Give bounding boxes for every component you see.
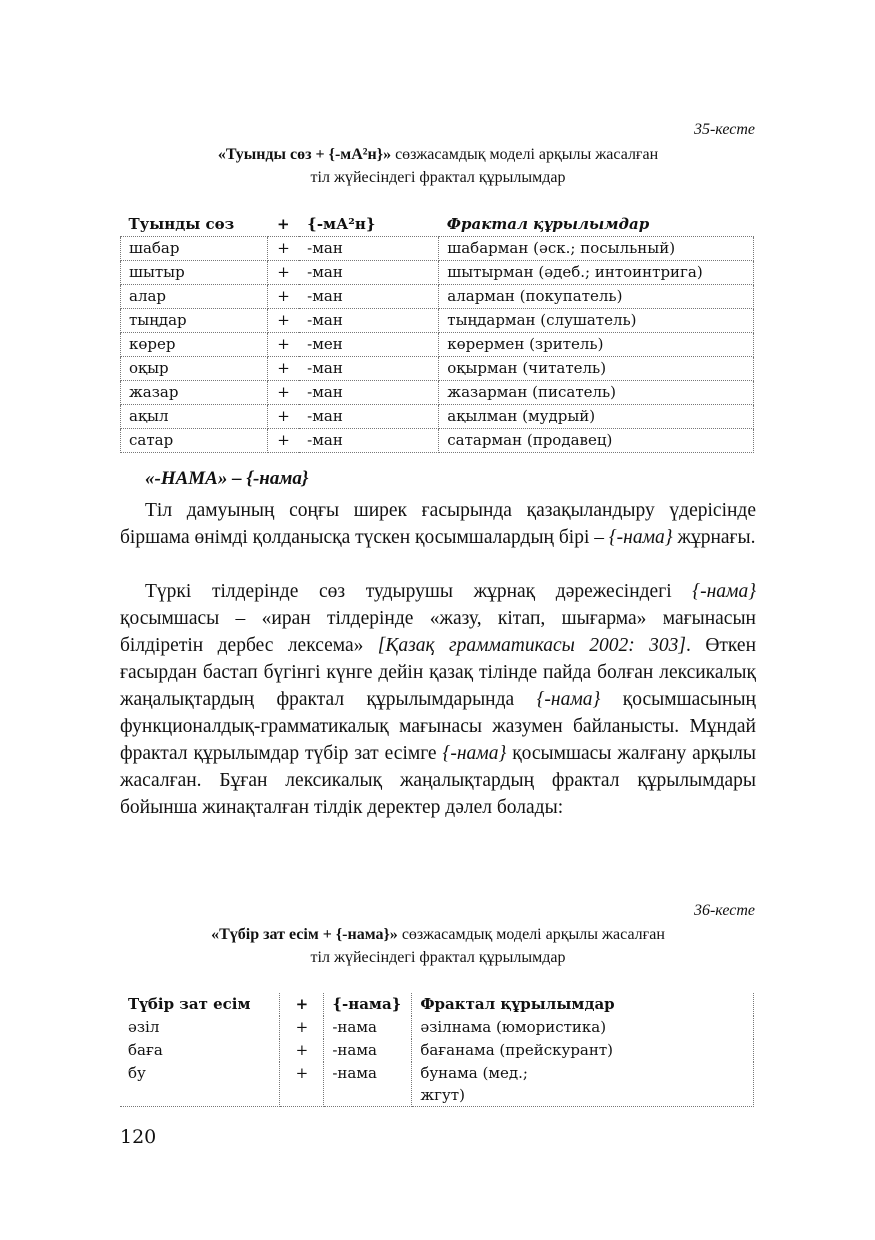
table-cell-word: оқыр [121, 357, 268, 381]
table-cell-suffix: -ман [299, 237, 439, 261]
table-cell-suffix: -ман [299, 381, 439, 405]
suffix-term: {-нама} [536, 689, 601, 710]
table-cell-plus: + [267, 357, 299, 381]
table-row [121, 237, 754, 261]
table-cell-fractal: оқырман (читатель) [439, 357, 754, 381]
citation: [Қазақ грамматикасы 2002: 303] [377, 635, 687, 656]
table-cell-suffix: -ман [299, 309, 439, 333]
table-cell-plus: + [267, 333, 299, 357]
table-row [121, 357, 754, 381]
table35-header-plus: + [267, 213, 299, 237]
table35-header-suffix: {-мА²н} [299, 213, 439, 237]
table-cell-suffix: -нама [324, 1016, 412, 1039]
table-cell-fractal: бағанама (прейскурант) [412, 1039, 754, 1062]
table35 [120, 213, 754, 453]
paragraph-1-text: Тіл дамуының соңғы ширек ғасырында қазақыландыру үдерісінде біршама өнімді қолданысқа түскен қосымшалардың бірі – [120, 500, 756, 548]
table35-title-line2: тіл жүйесіндегі фрактал құрылымдар [310, 169, 566, 186]
table36-title [120, 923, 756, 969]
suffix-term: {-нама} [442, 743, 507, 764]
table-row [121, 405, 754, 429]
paragraph-1 [120, 497, 756, 551]
table36-title-bold: «Түбір зат есім + {-нама}» [211, 926, 398, 943]
table-cell-fractal: шабарман (әск.; посыльный) [439, 237, 754, 261]
table-cell-suffix: -мен [299, 333, 439, 357]
table36-header-fractal: Фрактал құрылымдар [412, 993, 754, 1016]
table36 [120, 993, 754, 1107]
table-cell-plus: + [267, 261, 299, 285]
table-cell-word: шытыр [121, 261, 268, 285]
table-cell-word: әзіл [120, 1016, 280, 1039]
table36-header-word: Түбір зат есім [120, 993, 280, 1016]
suffix-term: {-нама} [608, 527, 673, 548]
table-cell-fractal: ақылман (мудрый) [439, 405, 754, 429]
table-cell-plus: + [267, 429, 299, 453]
paragraph-2-text: Түркі тілдерінде сөз тудырушы жұрнақ дәрежесіндегі [145, 581, 693, 602]
table-cell-plus: + [280, 1062, 324, 1107]
table-cell-suffix: -нама [324, 1062, 412, 1107]
page-number: 120 [120, 1126, 157, 1148]
table35-title-rest: сөзжасамдық моделі арқылы жасалған [391, 146, 659, 163]
table35-title [120, 143, 756, 189]
paragraph-2-text: қосымшасы жалғану арқылы жасалған. Бұған лексикалық жаңалықтардың фрактал құрылымдары бойынша жинақталған тілдік деректер дәлел болады: [120, 743, 756, 818]
table-cell-plus: + [267, 405, 299, 429]
paragraph-2-text: қосымшасы – «иран тілдерінде «жазу, кітап, шығарма» мағынасын білдіретін дербес лексема» [120, 608, 756, 656]
table-cell-suffix: -ман [299, 429, 439, 453]
table36-header-plus: + [280, 993, 324, 1016]
table-row [120, 1016, 754, 1039]
table-cell-fractal: аларман (покупатель) [439, 285, 754, 309]
table-cell-plus: + [267, 381, 299, 405]
table-cell-suffix: -ман [299, 357, 439, 381]
table35-number: 35-кесте [693, 121, 755, 138]
table-cell-word: тыңдар [121, 309, 268, 333]
table-cell-fractal [412, 1062, 754, 1107]
section-heading: «-НАМА» – {-нама} [145, 468, 309, 489]
table-cell-word: шабар [121, 237, 268, 261]
table-cell-word: алар [121, 285, 268, 309]
table-cell-fractal: жазарман (писатель) [439, 381, 754, 405]
table-row [121, 309, 754, 333]
table-row [121, 285, 754, 309]
table-cell-plus: + [280, 1039, 324, 1062]
table-cell-fractal: сатарман (продавец) [439, 429, 754, 453]
table-row [120, 1062, 754, 1107]
table36-title-line2: тіл жүйесіндегі фрактал құрылымдар [310, 949, 566, 966]
table-cell-plus: + [267, 237, 299, 261]
table-cell-suffix: -нама [324, 1039, 412, 1062]
table35-header-word: Туынды сөз [121, 213, 268, 237]
table-row [121, 261, 754, 285]
table35-header-fractal: Фрактал құрылымдар [439, 213, 754, 237]
table-cell-fractal: көрермен (зритель) [439, 333, 754, 357]
table-cell-word: сатар [121, 429, 268, 453]
paragraph-1-text: жұрнағы. [672, 527, 756, 548]
paragraph-2 [120, 578, 756, 821]
paragraph-2-text: қосымшасының функционалдық-грамматикалық мағынасы жазумен байланысты. Мұндай фрактал құрылымдар түбір зат есімге [120, 689, 756, 764]
table-cell-word: бу [120, 1062, 280, 1107]
table-cell-word: көрер [121, 333, 268, 357]
table36-header-suffix: {-нама} [324, 993, 412, 1016]
table-row [121, 333, 754, 357]
table-cell-plus: + [267, 285, 299, 309]
table-cell-suffix: -ман [299, 261, 439, 285]
table-cell-fractal-line1: бунама (мед.; [420, 1064, 528, 1082]
table-cell-plus: + [267, 309, 299, 333]
table35-header-row [121, 213, 754, 237]
table-cell-suffix: -ман [299, 405, 439, 429]
table36-header-row [120, 993, 754, 1016]
table-cell-suffix: -ман [299, 285, 439, 309]
table-cell-fractal: тыңдарман (слушатель) [439, 309, 754, 333]
table-cell-word: жазар [121, 381, 268, 405]
table-row [121, 429, 754, 453]
table-cell-fractal: шытырман (әдеб.; интоинтрига) [439, 261, 754, 285]
table36-title-rest: сөзжасамдық моделі арқылы жасалған [397, 926, 665, 943]
table-row [121, 381, 754, 405]
table36-number: 36-кесте [693, 902, 755, 919]
table-row [120, 1039, 754, 1062]
table35-title-bold: «Туынды сөз + {-мА²н}» [217, 146, 392, 163]
suffix-term: {-нама} [692, 581, 756, 602]
table-cell-fractal-line2: жгут) [420, 1086, 465, 1104]
table-cell-word: ақыл [121, 405, 268, 429]
table-cell-fractal: әзілнама (юмористика) [412, 1016, 754, 1039]
table-cell-word: баға [120, 1039, 280, 1062]
table-cell-plus: + [280, 1016, 324, 1039]
paragraph-2-text: . Өткен ғасырдан бастап бүгінгі күнге дейін қазақ тілінде пайда болған лексикалық жаңалықтардың фрактал құрылымдарында [120, 635, 756, 710]
